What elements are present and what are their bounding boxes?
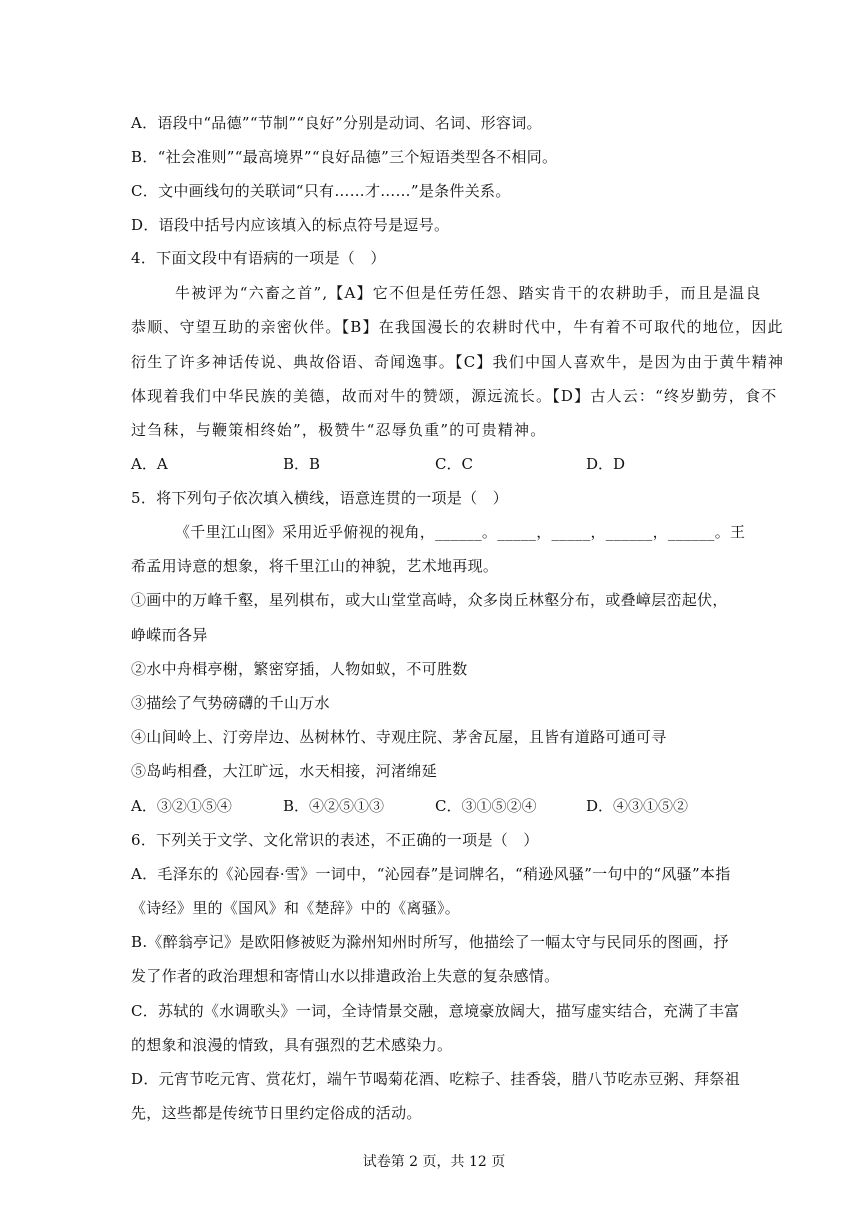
q4-option-b: B．B [283,455,321,473]
q6-option-d: D．元宵节吃元宵、赏花灯，端午节喝菊花酒、吃粽子、挂香袋，腊八节吃赤豆粥、拜祭祖 [131,1070,741,1088]
q5-passage-line: 《千里江山图》采用近乎俯视的视角，______。_____，_____，______，______。王 [175,523,746,541]
q6-option-a-cont: 《诗经》里的《国风》和《楚辞》中的《离骚》。 [131,899,461,917]
q3-option-a: A．语段中“品德”“节制”“良好”分别是动词、名词、形容词。 [131,114,542,132]
q6-option-b-cont: 发了作者的政治理想和寄情山水以排遣政治上失意的复杂感情。 [131,967,560,985]
q5-item-5: ⑤岛屿相叠，大江旷远，水天相接，河渚绵延 [131,762,438,780]
q3-option-c: C．文中画线句的关联词“只有……才……”是条件关系。 [131,182,511,200]
q3-option-b: B．“社会准则”“最高境界”“良好品德”三个短语类型各不相同。 [131,148,558,166]
q5-option-b: B．④②⑤①③ [283,797,385,815]
q5-option-c: C．③①⑤②④ [435,797,537,815]
q4-passage-line: 牛被评为“六畜之首”,【A】它不但是任劳任怨、踏实肯干的农耕助手，而且是温良 [175,284,762,302]
q5-stem: 5．将下列句子依次填入横线，语意连贯的一项是（ ） [131,489,509,507]
q6-option-c: C．苏轼的《水调歌头》一词，全诗情景交融，意境豪放阔大，描写虚实结合，充满了丰富 [131,1002,740,1020]
q5-option-d: D．④③①⑤② [586,797,689,815]
q6-stem: 6．下列关于文学、文化常识的表述，不正确的一项是（ ） [131,831,539,849]
q4-passage-line: 恭顺、守望互助的亲密伙伴。【B】在我国漫长的农耕时代中，牛有着不可取代的地位，因此 [131,318,784,336]
q6-option-c-cont: 的想象和浪漫的情致，具有强烈的艺术感染力。 [131,1036,453,1054]
q5-option-a: A．③②①⑤④ [131,797,232,815]
q4-passage-line: 过刍秣，与鞭策相终始”，极赞牛“忍辱负重”的可贵精神。 [131,421,547,439]
q4-option-a: A．A [131,455,168,473]
q3-option-d: D．语段中括号内应该填入的标点符号是逗号。 [131,216,450,234]
q5-item-3: ③描绘了气势磅礴的千山万水 [131,694,330,712]
q5-item-1-cont: 峥嵘而各异 [131,626,208,644]
q6-option-a: A．毛泽东的《沁园春·雪》一词中，“沁园春”是词牌名，“稍逊风骚”一句中的“风骚”本指 [131,865,731,883]
q5-passage-line: 希孟用诗意的想象，将千里江山的神貌，艺术地再现。 [131,557,499,575]
q4-passage-line: 体现着我们中华民族的美德，故而对牛的赞颂，源远流长。【D】古人云：“终岁勤劳，食不 [131,387,778,405]
page-footer: 试卷第 2 页，共 12 页 [362,1154,506,1170]
q4-option-d: D．D [586,455,626,473]
q4-stem: 4．下面文段中有语病的一项是（ ） [131,249,386,267]
q4-option-c: C．C [435,455,473,473]
q5-item-4: ④山间岭上、汀旁岸边、丛树林竹、寺观庄院、茅舍瓦屋，且皆有道路可通可寻 [131,728,667,746]
q5-item-2: ②水中舟楫亭榭，繁密穿插，人物如蚁，不可胜数 [131,660,468,678]
q5-item-1: ①画中的万峰千壑，星列棋布，或大山堂堂高峙，众多岗丘林壑分布，或叠嶂层峦起伏， [131,591,728,609]
q4-passage-line: 衍生了许多神话传说、典故俗语、奇闻逸事。【C】我们中国人喜欢牛，是因为由于黄牛精神 [131,353,785,371]
q6-option-b: B.《醉翁亭记》是欧阳修被贬为滁州知州时所写，他描绘了一幅太守与民同乐的图画，抒 [131,933,729,951]
q6-option-d-cont: 先，这些都是传统节日里约定俗成的活动。 [131,1104,422,1122]
